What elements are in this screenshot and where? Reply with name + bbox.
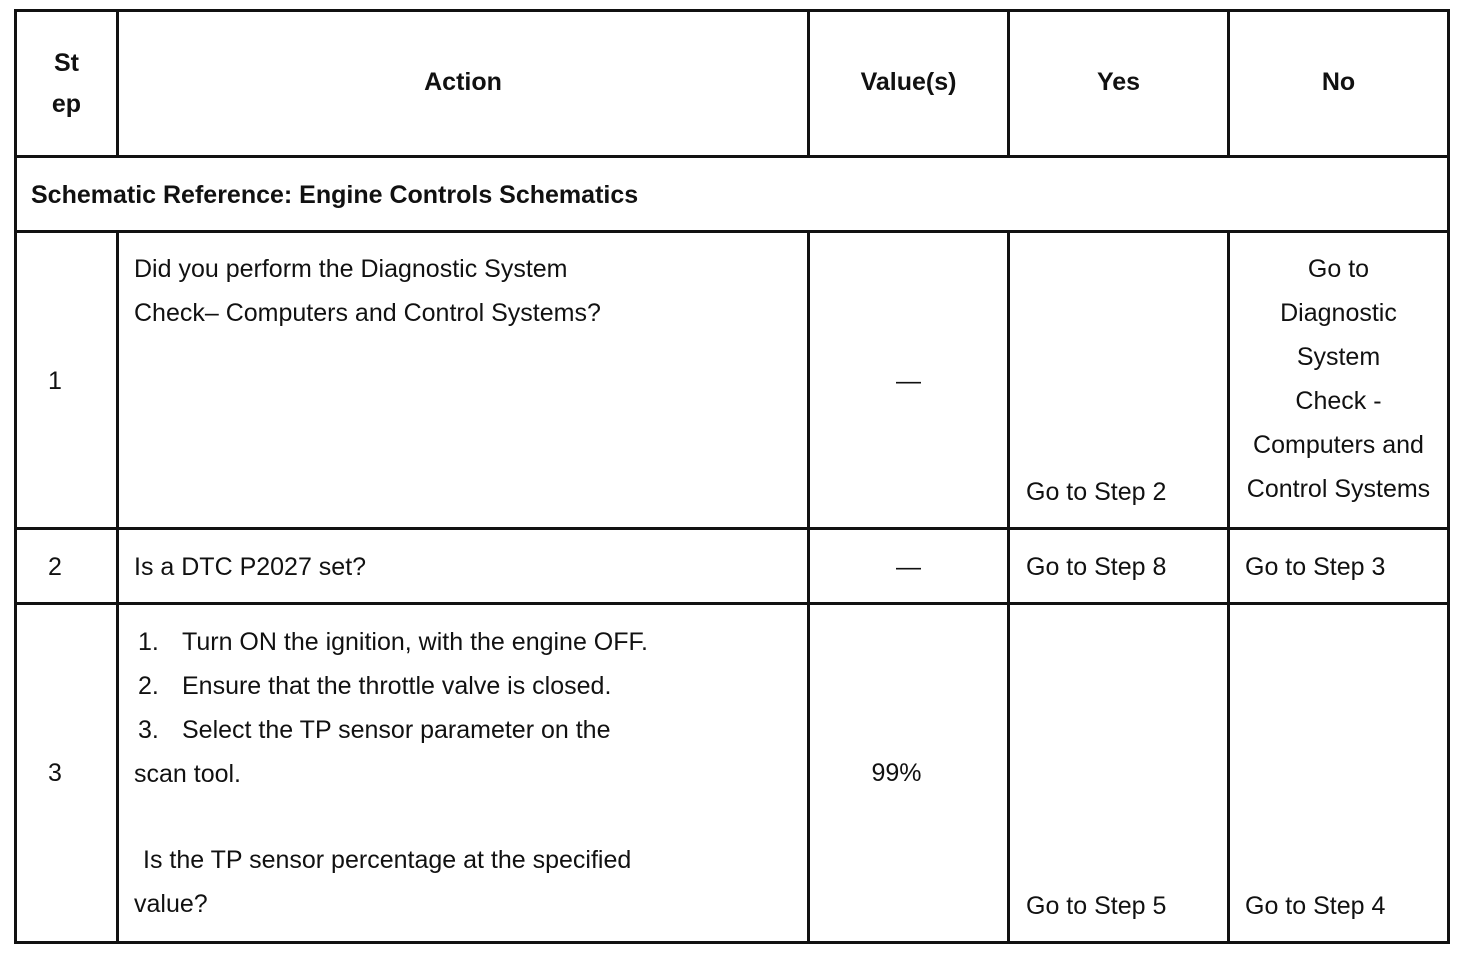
header-step-line2: ep <box>51 89 82 118</box>
col-rule-values-body <box>1007 230 1010 944</box>
header-action: Action <box>424 67 502 96</box>
row3-steps-list <box>134 620 794 752</box>
row2-step: 2 <box>48 553 62 581</box>
diagnostic-table <box>14 9 1450 944</box>
header-step-line1: St <box>54 48 79 77</box>
list-item-number: 2. <box>138 672 159 700</box>
row3-action <box>134 620 794 926</box>
row2-no: Go to Step 3 <box>1245 553 1386 581</box>
row1-action <box>134 247 794 335</box>
row1-action-line2: Check– Computers and Control Systems? <box>134 299 601 327</box>
row1-no <box>1230 247 1447 511</box>
table-rule-header <box>14 155 1450 158</box>
row2-value: — <box>896 553 921 581</box>
list-item-number: 3. <box>138 716 159 744</box>
table-rule-section <box>14 230 1450 233</box>
row3-yes: Go to Step 5 <box>1026 892 1167 920</box>
row1-step: 1 <box>48 367 62 395</box>
table-border-bottom <box>14 941 1450 944</box>
table-border-right <box>1447 9 1450 944</box>
col-rule-step-body <box>116 230 119 944</box>
list-item-number: 1. <box>138 628 159 656</box>
row3-value: 99% <box>871 759 922 787</box>
row1-no-line1: Go to <box>1307 255 1370 283</box>
row1-yes: Go to Step 2 <box>1026 478 1167 506</box>
header-yes: Yes <box>1096 67 1141 96</box>
list-item <box>134 664 794 708</box>
row3-no: Go to Step 4 <box>1245 892 1386 920</box>
row3-item3-continuation: scan tool. <box>134 760 242 788</box>
row2-action: Is a DTC P2027 set? <box>134 553 367 581</box>
list-item <box>134 620 794 664</box>
header-step <box>17 12 116 155</box>
list-item <box>134 708 794 752</box>
table-rule-row2 <box>14 602 1450 605</box>
row1-no-line5: Computers and <box>1253 431 1424 459</box>
row1-action-line1: Did you perform the Diagnostic System <box>134 255 568 283</box>
row3-question-line1: Is the TP sensor percentage at the specified <box>143 846 632 874</box>
header-values: Value(s) <box>860 67 957 96</box>
row1-value: — <box>896 367 921 395</box>
row3-question-line2: value? <box>134 890 208 918</box>
row1-no-line2: Diagnostic <box>1280 299 1397 327</box>
row1-no-line4: Check - <box>1295 387 1382 415</box>
schematic-reference: Schematic Reference: Engine Controls Schematics <box>31 181 639 209</box>
header-no: No <box>1321 67 1356 96</box>
list-item-text: Turn ON the ignition, with the engine OFF. <box>182 628 648 656</box>
table-rule-row1 <box>14 527 1450 530</box>
row3-step: 3 <box>48 759 62 787</box>
row1-no-line6: Control Systems <box>1246 475 1431 503</box>
list-item-text: Ensure that the throttle valve is closed. <box>182 672 612 700</box>
list-item-text: Select the TP sensor parameter on the <box>182 716 611 744</box>
row2-yes: Go to Step 8 <box>1026 553 1167 581</box>
row3-spacer <box>134 796 794 838</box>
row1-no-line3: System <box>1296 343 1381 371</box>
